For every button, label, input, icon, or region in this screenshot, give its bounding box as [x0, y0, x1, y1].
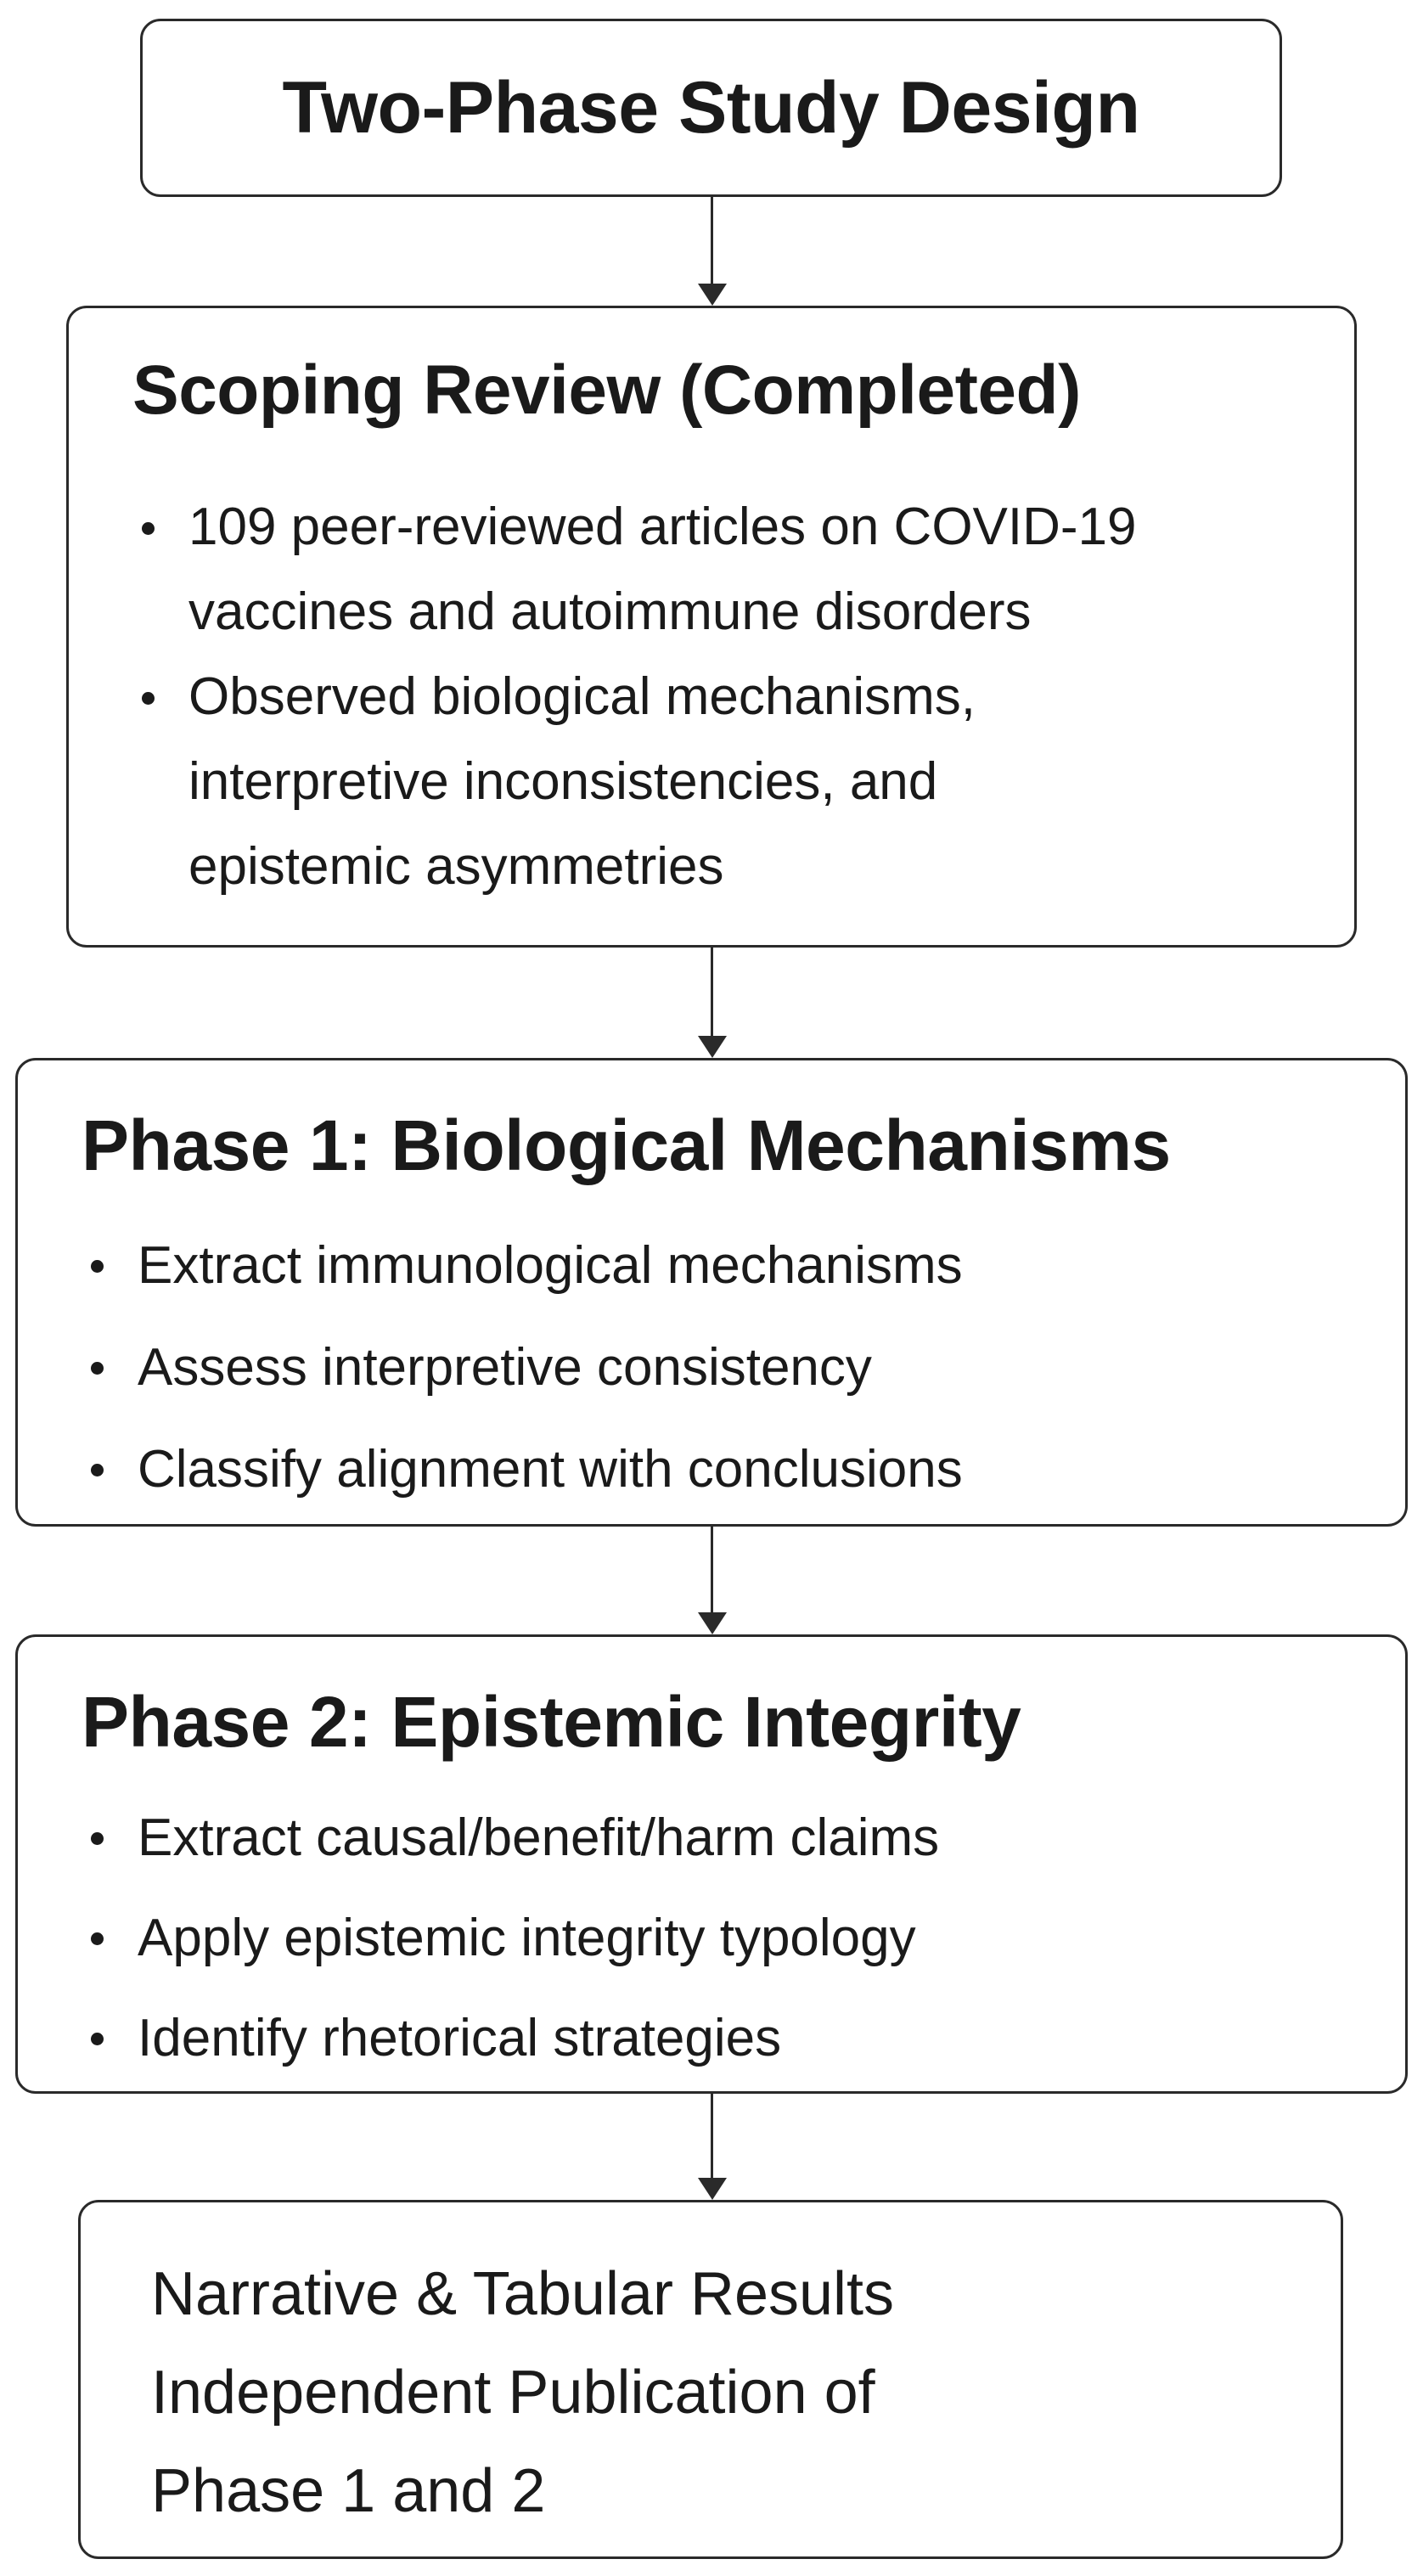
bullet-text: Extract immunological mechanisms	[138, 1236, 963, 1295]
bullet-text: Assess interpretive consistency	[138, 1338, 872, 1397]
bullet-item	[91, 1788, 939, 1888]
bullet-line: interpretive inconsistencies, and	[188, 752, 938, 811]
bullet-dot-icon	[91, 1362, 104, 1375]
bullet-line: Observed biological mechanisms,	[188, 667, 976, 726]
scoping-review-title: Scoping Review (Completed)	[132, 352, 1081, 429]
bullet-text: Identify rhetorical strategies	[138, 2009, 782, 2067]
phase1-bullets	[91, 1215, 963, 1521]
bullet-text: Extract causal/benefit/harm claims	[138, 1808, 940, 1867]
bullet-line: 109 peer-reviewed articles on COVID-19	[188, 498, 1137, 556]
bullet-text: Classify alignment with conclusions	[138, 1440, 963, 1499]
bullet-line: vaccines and autoimmune disorders	[188, 582, 1032, 641]
bullet-line: epistemic asymmetries	[188, 837, 724, 896]
bullet-item	[91, 1419, 963, 1521]
bullet-dot-icon	[91, 2033, 104, 2045]
phase2-box	[15, 1634, 1408, 2094]
bullet-item	[91, 1317, 963, 1419]
bullet-item	[142, 485, 1137, 655]
results-line: Independent Publication of	[151, 2359, 875, 2427]
bullet-item	[91, 1215, 963, 1317]
scoping-review-box	[66, 306, 1357, 948]
phase2-bullets	[91, 1788, 939, 2089]
bullet-item	[91, 1988, 939, 2089]
results-box	[78, 2200, 1343, 2559]
bullet-dot-icon	[91, 1260, 104, 1273]
bullet-dot-icon	[91, 1464, 104, 1476]
study-design-title: Two-Phase Study Design	[282, 66, 1140, 149]
phase1-title: Phase 1: Biological Mechanisms	[82, 1105, 1171, 1185]
phase1-box	[15, 1058, 1408, 1527]
bullet-dot-icon	[142, 692, 155, 705]
bullet-text: Apply epistemic integrity typology	[138, 1909, 916, 1967]
bullet-dot-icon	[91, 1832, 104, 1845]
flow-arrow	[695, 2094, 729, 2200]
flow-arrow	[695, 948, 729, 1058]
bullet-dot-icon	[91, 1932, 104, 1945]
results-line: Phase 1 and 2	[151, 2457, 546, 2525]
results-text	[151, 2245, 894, 2540]
phase2-title: Phase 2: Epistemic Integrity	[82, 1682, 1021, 1762]
study-design-title-box	[140, 19, 1282, 197]
bullet-item	[91, 1888, 939, 1988]
bullet-item	[142, 655, 1137, 909]
results-line: Narrative & Tabular Results	[151, 2260, 895, 2328]
bullet-dot-icon	[142, 522, 155, 535]
scoping-review-bullets	[142, 485, 1137, 909]
flow-arrow	[695, 197, 729, 306]
flow-arrow	[695, 1527, 729, 1634]
